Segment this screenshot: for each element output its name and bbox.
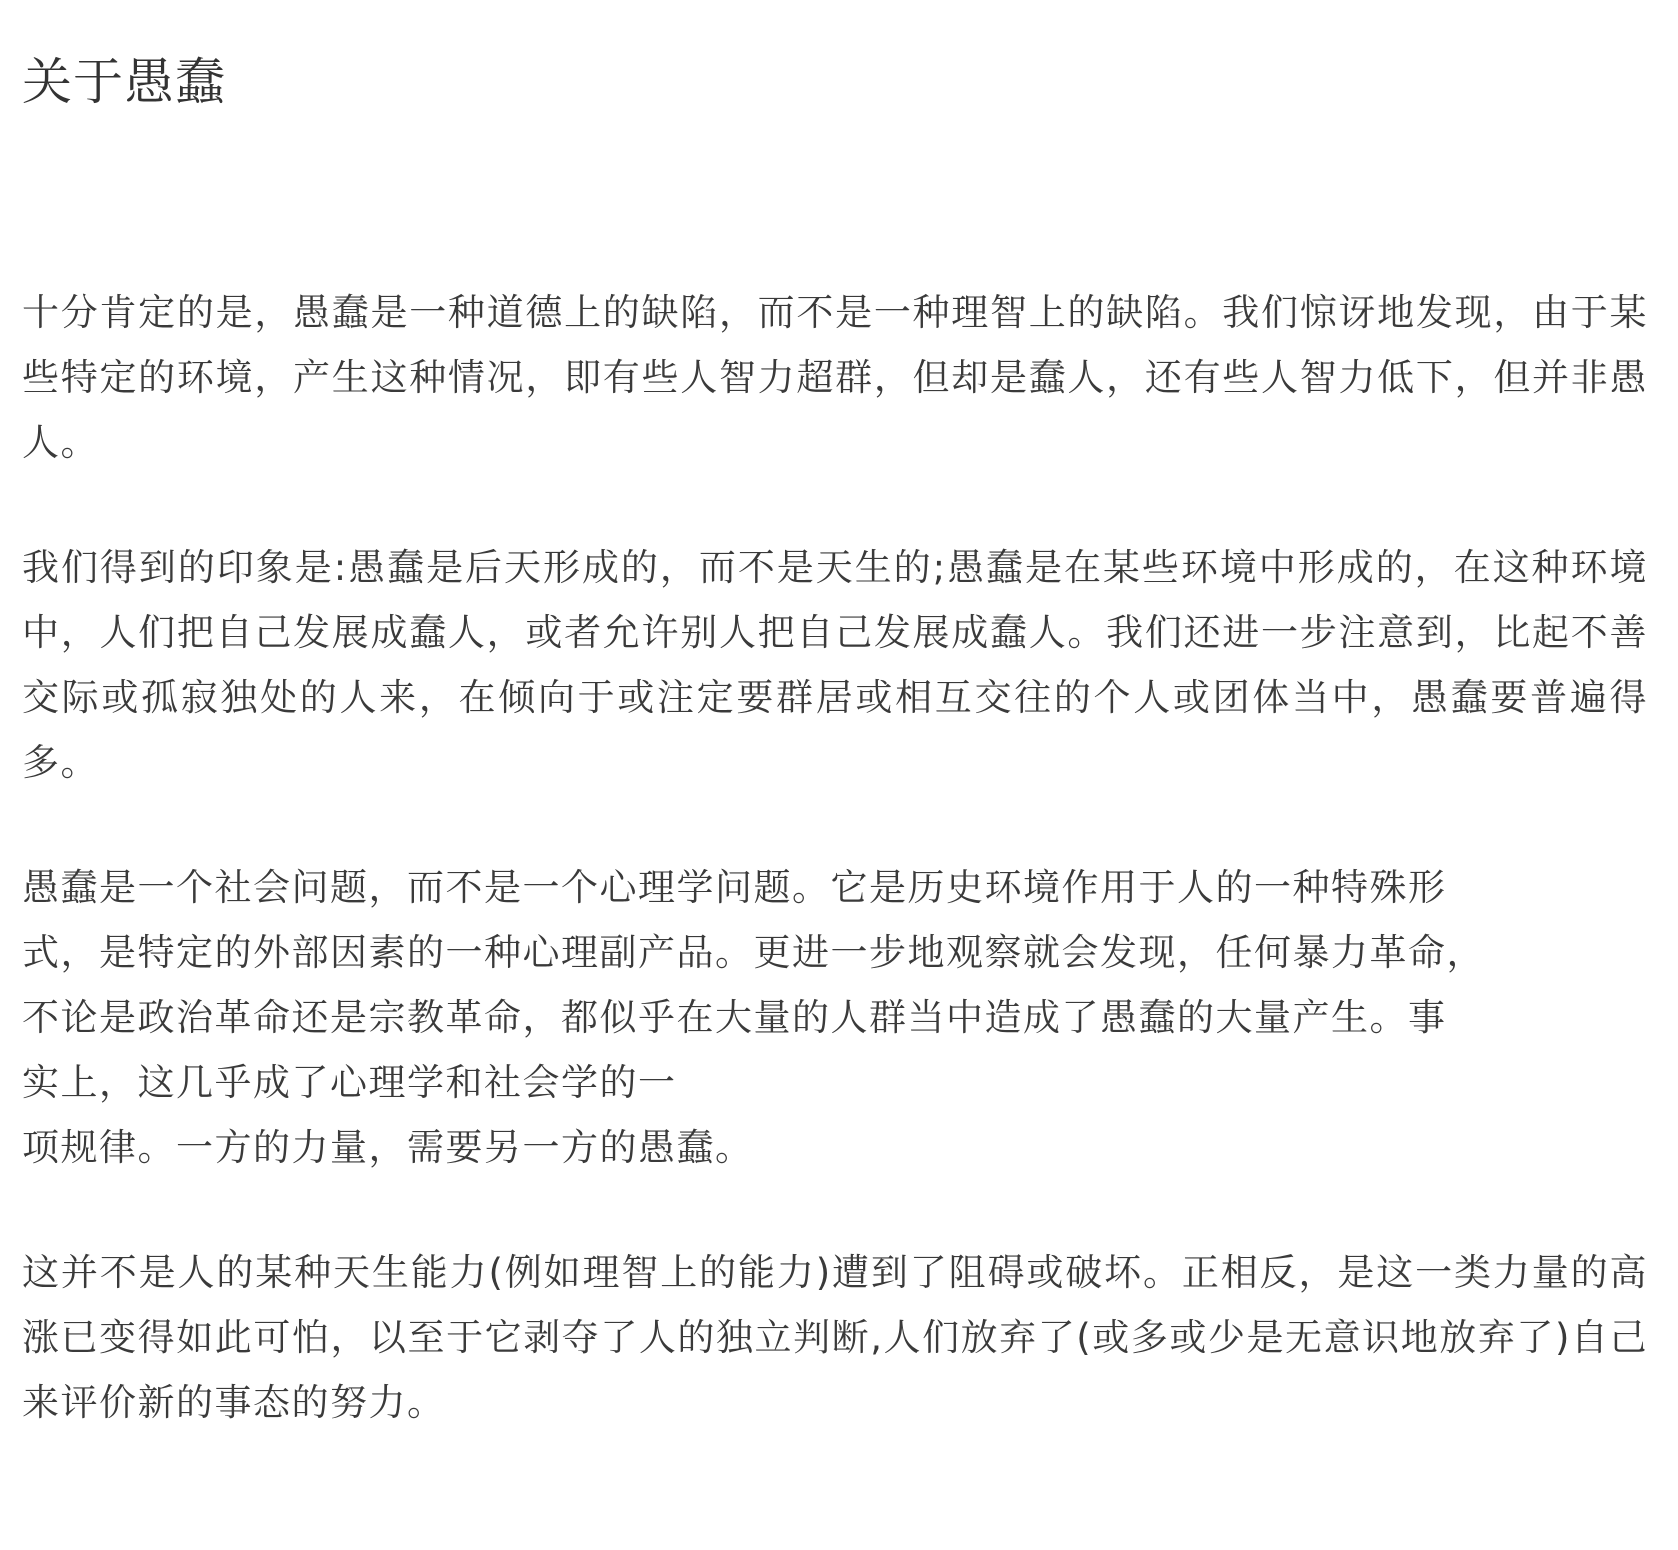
paragraph-3-line: 愚蠢是一个社会问题，而不是一个心理学问题。它是历史环境作用于人的一种特殊形 xyxy=(22,866,1447,909)
paragraph-2: 我们得到的印象是:愚蠢是后天形成的，而不是天生的;愚蠢是在某些环境中形成的，在这种环境中，人们把自己发展成蠢人，或者允许别人把自己发展成蠢人。我们还进一步注意到，比起不善交际或孤寂独处的人来，在倾向于或注定要群居或相互交往的个人或团体当中，愚蠢要普遍得多。 xyxy=(22,546,1648,784)
paragraph-3-line: 实上，这几乎成了心理学和社会学的一 xyxy=(22,1061,677,1104)
article-body xyxy=(22,280,1648,1435)
paragraph-3-line: 项规律。一方的力量，需要另一方的愚蠢。 xyxy=(22,1126,754,1169)
paragraph-4: 这并不是人的某种天生能力(例如理智上的能力)遭到了阻碍或破坏。正相反，是这一类力量的高涨已变得如此可怕，以至于它剥夺了人的独立判断,人们放弃了(或多或少是无意识地放弃了)自己来评价新的事态的努力。 xyxy=(22,1251,1648,1424)
paragraph-3-line: 不论是政治革命还是宗教革命，都似乎在大量的人群当中造成了愚蠢的大量产生。事 xyxy=(22,996,1447,1039)
paragraph-3 xyxy=(22,855,1648,1180)
paragraph-3-line: 式，是特定的外部因素的一种心理副产品。更进一步地观察就会发现，任何暴力革命， xyxy=(22,931,1485,974)
article-title: 关于愚蠢 xyxy=(22,53,226,111)
paragraph-1: 十分肯定的是，愚蠢是一种道德上的缺陷，而不是一种理智上的缺陷。我们惊讶地发现，由于某些特定的环境，产生这种情况，即有些人智力超群，但却是蠢人，还有些人智力低下，但并非愚人。 xyxy=(22,291,1648,464)
